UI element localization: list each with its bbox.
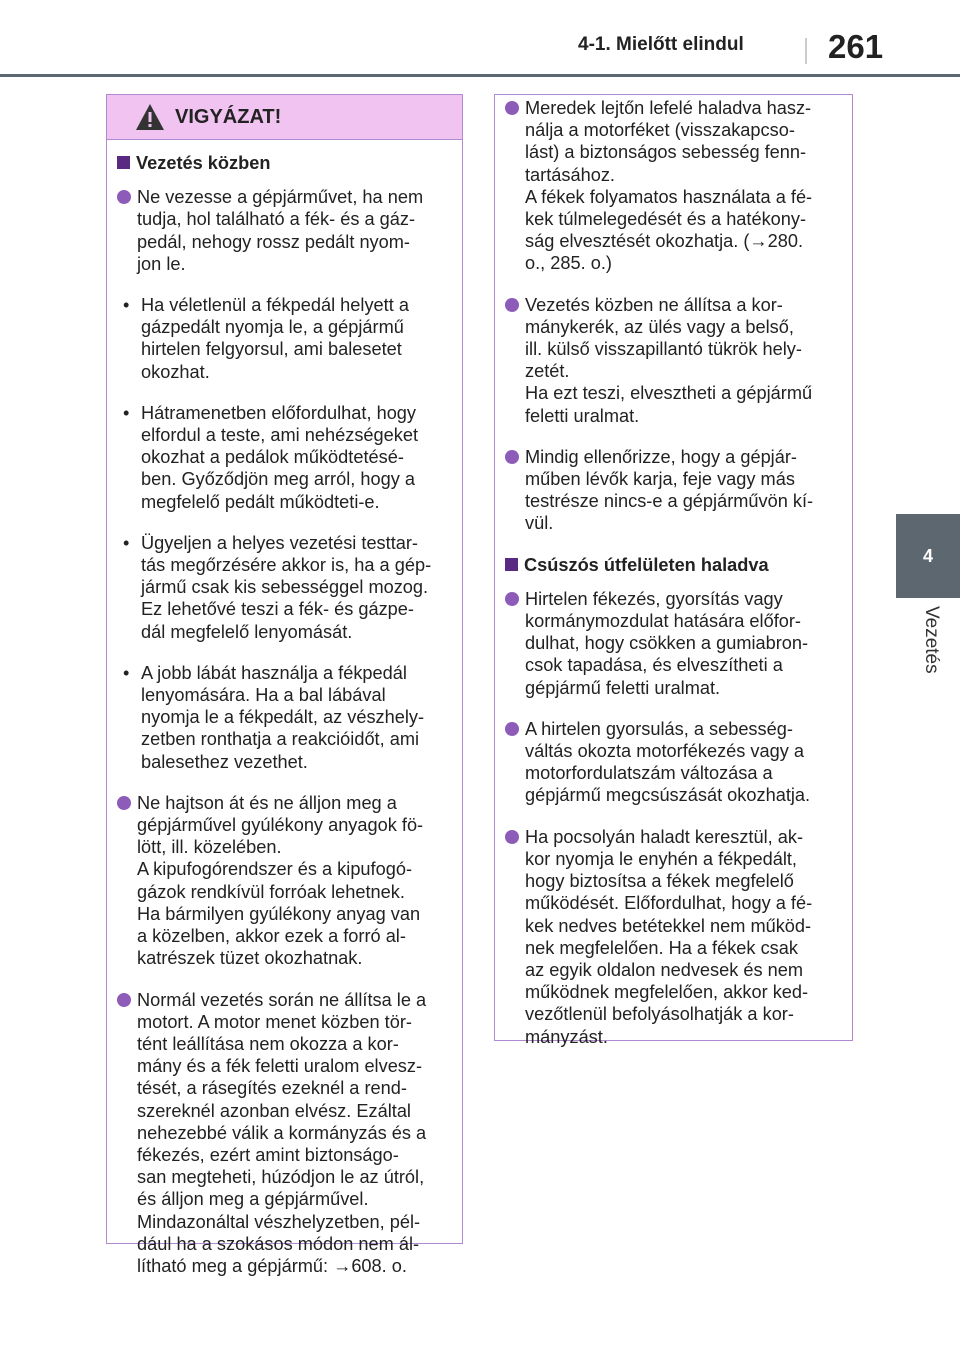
circle-bullet-icon bbox=[117, 993, 131, 1007]
warning-box bbox=[106, 94, 463, 1276]
list-item-text: Normál vezetés során ne állítsa le a motort. A motor menet közben tör- tént leállítása nem okozza a kor- mány és a fék feletti uralom elvesz- tését, a rásegítés ezeknél a rend- szereknél azonban elvész. Ezáltal nehezebbé válik a kormányzás és a fékezés, ezért amint biztonságo- san megteheti, húzódjon le az útról, és álljon meg a gépjárművel. Mindazonáltal vészhelyzetben, pél- dául ha a szokásos módon nem ál- lítható meg a gépjármű: →608. o. bbox=[137, 989, 427, 1276]
circle-bullet-icon bbox=[505, 450, 519, 464]
page-number: 261 bbox=[828, 28, 884, 65]
list-item bbox=[505, 826, 838, 1048]
list-item bbox=[117, 186, 448, 275]
warning-header bbox=[107, 95, 462, 140]
circle-bullet-icon bbox=[505, 592, 519, 606]
list-item-text: Meredek lejtőn lefelé haladva hasz- nálja a motorféket (visszakapcso- lást) a biztonságos sebesség fenn- tartásához. A fékek folyamatos használata a fé- kek túlmelegedését és a hatékony- ság elvesztését okozhatja. (→280. o., 285. o.) bbox=[525, 98, 813, 274]
sub-list-item-text: Ha véletlenül a fékpedál helyett a gázpedált nyomja le, a gépjármű hirtelen felgyorsul, ami balesetet okozhat. bbox=[141, 295, 409, 382]
list-item bbox=[117, 792, 448, 970]
sub-list-item-text: A jobb lábát használja a fékpedál lenyomására. Ha a bal lábával nyomja le a fékpedált, az vészhely- zetben ronthatja a reakcióidőt, ami balesethez vezethet. bbox=[141, 662, 425, 772]
section-heading bbox=[117, 152, 448, 174]
warning-box-continued bbox=[494, 94, 853, 1047]
dash-bullet-icon: • bbox=[123, 295, 130, 316]
warning-content-continued bbox=[495, 95, 852, 1048]
list-item-text: A hirtelen gyorsulás, a sebesség- váltás okozta motorfékezés vagy a motorfordulatszám változása a gépjármű megcsúszását okozhatja. bbox=[525, 718, 811, 806]
list-item-text: Ne vezesse a gépjárművet, ha nem tudja, hol található a fék- és a gáz- pedál, nehogy rossz pedált nyom- jon le. bbox=[137, 187, 424, 274]
list-item bbox=[117, 989, 448, 1278]
section-heading-text: Csúszós útfelületen haladva bbox=[524, 554, 769, 575]
circle-bullet-icon bbox=[505, 298, 519, 312]
circle-bullet-icon bbox=[505, 722, 519, 736]
dash-bullet-icon: • bbox=[123, 402, 130, 423]
circle-bullet-icon bbox=[505, 101, 519, 115]
sub-list-item-text: Hátramenetben előfordulhat, hogy elfordul a teste, ami nehézségeket okozhat a pedálok működtetésé- ben. Győződjön meg arról, hogy a megfelelő pedált működteti-e. bbox=[141, 402, 419, 512]
warning-content bbox=[107, 140, 462, 1277]
header-separator bbox=[805, 38, 807, 64]
list-item bbox=[505, 97, 838, 275]
section-heading-text: Vezetés közben bbox=[136, 153, 271, 173]
list-item-text: Vezetés közben ne állítsa a kor- mánykerék, az ülés vagy a belső, ill. külső visszapillantó tükrök hely- zetét. Ha ezt teszi, elvesztheti a gépjármű feletti uralmat. bbox=[525, 294, 813, 426]
list-item bbox=[505, 718, 838, 807]
list-item-text: Ne hajtson át és ne álljon meg a gépjárművel gyúlékony anyagok fö- lött, ill. közelében. A kipufogórendszer és a kipufogó- gázok rendkívül forróak lehetnek. Ha bármilyen gyúlékony anyag van a közelben, akkor ezek a forró al- katrészek tüzet okozhatnak. bbox=[137, 792, 424, 969]
warning-title: VIGYÁZAT! bbox=[175, 105, 282, 128]
sub-list-item bbox=[117, 294, 448, 383]
list-item-text: Ha pocsolyán haladt keresztül, ak- kor nyomja le enyhén a fékpedált, hogy biztosítsa a fékek megfelelő működését. Előfordulhat, hogy a fé- kek nedves betétekkel nem működ- nek megfelelően. Ha a fékek csak az egyik oldalon nedvesek és nem működnek megfelelően, akkor ked- vezőtlenül befolyásolhatják a kor- mányzást. bbox=[525, 826, 813, 1047]
chapter-tab-label: Vezetés bbox=[921, 606, 942, 674]
chapter-tab[interactable]: 4 bbox=[896, 514, 960, 598]
sub-list-item bbox=[117, 662, 448, 773]
list-item bbox=[505, 446, 838, 535]
circle-bullet-icon bbox=[505, 830, 519, 844]
header-rule bbox=[0, 74, 960, 77]
sub-list-item bbox=[117, 532, 448, 643]
chapter-title: 4-1. Mielőtt elindul bbox=[578, 34, 744, 55]
sub-list-item bbox=[117, 402, 448, 513]
list-item bbox=[505, 588, 838, 699]
warning-triangle-icon bbox=[135, 103, 165, 131]
sub-list-item-text: Ügyeljen a helyes vezetési testtar- tás megőrzésére akkor is, ha a gép- jármű csak kis sebességgel mozog. Ez lehetővé teszi a fék- és gázpe- dál megfelelő lenyomását. bbox=[141, 532, 432, 642]
list-item-text: Mindig ellenőrizze, hogy a gépjár- műben lévők karja, feje vagy más testrésze nincs-e a gépjárművön kí- vül. bbox=[525, 446, 814, 534]
dash-bullet-icon: • bbox=[123, 532, 130, 553]
square-bullet-icon bbox=[505, 558, 518, 571]
list-item-text: Hirtelen fékezés, gyorsítás vagy kormánymozdulat hatására előfor- dulhat, hogy csökken a gumiabron- csok tapadása, és elveszítheti a gépjármű feletti uralmat. bbox=[525, 588, 809, 698]
square-bullet-icon bbox=[117, 156, 130, 169]
circle-bullet-icon bbox=[117, 190, 131, 204]
circle-bullet-icon bbox=[117, 796, 131, 810]
section-heading bbox=[505, 554, 838, 576]
dash-bullet-icon: • bbox=[123, 662, 130, 683]
list-item bbox=[505, 294, 838, 427]
